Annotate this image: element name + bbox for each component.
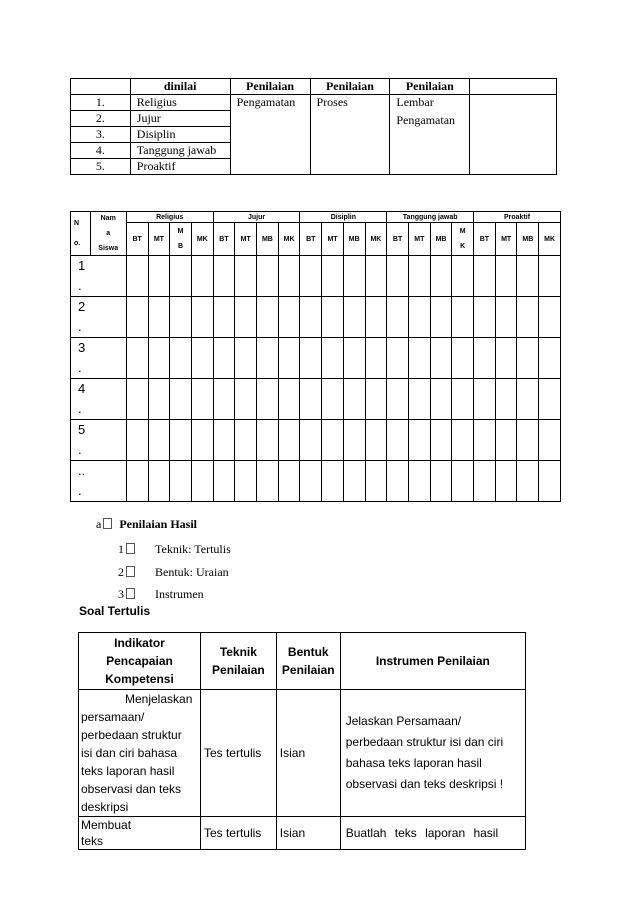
score-cell[interactable]: [539, 420, 561, 461]
section-title: Penilaian Hasil: [119, 517, 198, 531]
score-cell[interactable]: [452, 297, 474, 338]
header-cell: dinilai: [130, 79, 230, 95]
table-row: [79, 690, 526, 817]
header-line: Indikator: [114, 636, 165, 650]
row-number: 1.: [71, 95, 131, 111]
score-cell[interactable]: [148, 297, 170, 338]
teknik-cell: Tes tertulis: [200, 690, 276, 817]
score-cell[interactable]: [322, 256, 344, 297]
score-cell[interactable]: [539, 338, 561, 379]
score-cell[interactable]: [539, 256, 561, 297]
score-cell[interactable]: [300, 379, 322, 420]
score-cell[interactable]: [191, 256, 213, 297]
sub-mb-line: M: [177, 228, 184, 235]
sub-mk: MK: [365, 223, 387, 256]
score-cell[interactable]: [170, 297, 192, 338]
instrumen-cell: [340, 690, 525, 817]
score-cell[interactable]: [452, 379, 474, 420]
instrumen-line: Jelaskan Persamaan/: [345, 714, 462, 728]
score-cell[interactable]: [517, 420, 539, 461]
soal-tertulis-heading: Soal Tertulis: [79, 604, 151, 618]
sikap-label: Religius: [130, 95, 230, 111]
score-cell[interactable]: [148, 461, 170, 502]
sub-bt: BT: [213, 223, 235, 256]
score-cell[interactable]: [387, 420, 409, 461]
row-number-dot: .: [78, 401, 82, 416]
score-cell[interactable]: [191, 420, 213, 461]
sub-mb: MB: [343, 223, 365, 256]
no-header-line: o.: [74, 239, 81, 247]
score-cell[interactable]: [322, 379, 344, 420]
score-cell[interactable]: [213, 420, 235, 461]
table-header-row: [71, 79, 557, 95]
indikator-cell: Membuat teks: [79, 817, 201, 850]
table-row: [71, 297, 561, 338]
instrumen-line: bahasa teks laporan hasil: [345, 756, 482, 770]
nama-header-line: a: [106, 229, 111, 237]
score-cell[interactable]: [213, 338, 235, 379]
score-cell[interactable]: [170, 420, 192, 461]
assessment-technique-table: [70, 78, 557, 175]
score-cell[interactable]: [365, 297, 387, 338]
score-cell[interactable]: [343, 297, 365, 338]
score-cell[interactable]: [539, 379, 561, 420]
score-cell[interactable]: [517, 256, 539, 297]
missing-glyph-icon: [126, 543, 135, 554]
row-number-cell: [71, 379, 127, 420]
score-cell[interactable]: [322, 297, 344, 338]
score-cell[interactable]: [148, 379, 170, 420]
score-cell[interactable]: [213, 256, 235, 297]
score-cell[interactable]: [170, 338, 192, 379]
score-cell[interactable]: [257, 256, 279, 297]
sub-mt: MT: [322, 223, 344, 256]
group-proaktif: Proaktif: [474, 212, 561, 223]
score-cell[interactable]: [278, 256, 300, 297]
indikator-line: persamaan/: [81, 710, 145, 724]
score-cell[interactable]: [343, 461, 365, 502]
score-cell[interactable]: [343, 379, 365, 420]
list-item: [118, 587, 204, 602]
score-cell[interactable]: [191, 461, 213, 502]
nama-header-line: Siswa: [98, 244, 119, 252]
penilaian-hasil-heading: [96, 517, 197, 532]
score-cell[interactable]: [474, 461, 496, 502]
instrumen-lembar: [390, 95, 470, 175]
score-cell[interactable]: [300, 420, 322, 461]
indikator-line: teks laporan hasil: [81, 764, 175, 778]
indikator-line: Menjelaskan: [125, 692, 193, 706]
sub-mt: MT: [235, 223, 257, 256]
score-cell[interactable]: [517, 379, 539, 420]
score-cell[interactable]: [191, 338, 213, 379]
header-cell: Penilaian: [310, 79, 390, 95]
score-cell[interactable]: [300, 256, 322, 297]
score-cell[interactable]: [278, 297, 300, 338]
instrumen-line: observasi dan teks deskripsi !: [345, 777, 504, 791]
score-cell[interactable]: [408, 297, 430, 338]
indikator-cell: [79, 690, 201, 817]
score-cell[interactable]: [430, 338, 452, 379]
lembar-line-2: Pengamatan: [396, 113, 456, 127]
item-number: 2: [118, 565, 124, 579]
score-cell[interactable]: [126, 297, 148, 338]
sub-mb: MB: [430, 223, 452, 256]
score-cell[interactable]: [257, 297, 279, 338]
score-cell[interactable]: [278, 379, 300, 420]
score-cell[interactable]: [191, 379, 213, 420]
sub-mb: MB: [257, 223, 279, 256]
row-number: 3.: [71, 127, 131, 143]
header-line: Kompetensi: [105, 672, 174, 686]
item-number: 3: [118, 587, 124, 601]
score-cell[interactable]: [452, 461, 474, 502]
score-cell[interactable]: [235, 256, 257, 297]
score-cell[interactable]: [430, 461, 452, 502]
sub-mk: MK: [278, 223, 300, 256]
score-cell[interactable]: [170, 461, 192, 502]
nama-header-line: Nam: [100, 214, 116, 222]
score-cell[interactable]: [278, 420, 300, 461]
item-text: Teknik: Tertulis: [155, 542, 231, 556]
group-religius: Religius: [126, 212, 213, 223]
missing-glyph-icon: [103, 518, 112, 529]
indikator-line: isi dan ciri bahasa: [81, 746, 178, 760]
score-cell[interactable]: [170, 256, 192, 297]
row-number-cell: [71, 420, 127, 461]
row-number: 4.: [71, 143, 131, 159]
header-indikator: [79, 633, 201, 690]
group-disiplin: Disiplin: [300, 212, 387, 223]
score-cell[interactable]: [126, 256, 148, 297]
score-cell[interactable]: [235, 338, 257, 379]
score-cell[interactable]: [430, 379, 452, 420]
score-cell[interactable]: [517, 297, 539, 338]
sub-bt: BT: [387, 223, 409, 256]
score-cell[interactable]: [365, 379, 387, 420]
teknik-proses: Proses: [310, 95, 390, 175]
score-cell[interactable]: [408, 338, 430, 379]
score-cell[interactable]: [300, 461, 322, 502]
score-cell[interactable]: [387, 338, 409, 379]
table-row: [71, 95, 557, 111]
item-number: 1: [118, 542, 124, 556]
score-cell[interactable]: [365, 338, 387, 379]
row-number-dot: .: [78, 483, 82, 498]
score-cell[interactable]: [365, 420, 387, 461]
lembar-line-1: Lembar: [396, 95, 434, 109]
row-number: 3: [78, 340, 86, 355]
score-cell[interactable]: [387, 461, 409, 502]
sub-mk: [452, 223, 474, 256]
row-number: 5.: [71, 159, 131, 175]
indikator-line: deskripsi: [81, 800, 129, 814]
header-line: Bentuk: [287, 645, 329, 659]
group-jujur: Jujur: [213, 212, 300, 223]
teknik-cell: Tes tertulis: [200, 817, 276, 850]
missing-glyph-icon: [126, 566, 135, 577]
score-cell[interactable]: [257, 379, 279, 420]
item-text: Instrumen: [155, 587, 204, 601]
bentuk-cell: Isian: [276, 817, 340, 850]
score-cell[interactable]: [278, 461, 300, 502]
score-cell[interactable]: [430, 297, 452, 338]
header-line: Penilaian: [212, 663, 265, 677]
score-cell[interactable]: [452, 338, 474, 379]
sub-mt: MT: [408, 223, 430, 256]
sub-mk: MK: [539, 223, 561, 256]
header-line: Penilaian: [281, 663, 335, 677]
score-cell[interactable]: [213, 379, 235, 420]
instrumen-cell: Buatlah teks laporan hasil: [340, 817, 525, 850]
sub-bt: BT: [126, 223, 148, 256]
score-cell[interactable]: [495, 297, 517, 338]
score-cell[interactable]: [148, 420, 170, 461]
score-cell[interactable]: [387, 256, 409, 297]
score-cell[interactable]: [257, 420, 279, 461]
score-cell[interactable]: [300, 297, 322, 338]
sub-mk-line: M: [459, 228, 466, 235]
score-cell[interactable]: [278, 338, 300, 379]
score-cell[interactable]: [365, 461, 387, 502]
header-line: Teknik: [219, 645, 257, 659]
group-header-row: [71, 212, 561, 223]
header-line: Pencapaian: [106, 654, 173, 668]
row-number-cell: [71, 461, 127, 502]
nama-header: [90, 212, 126, 256]
row-number-dot: .: [78, 319, 82, 334]
sikap-label: Jujur: [130, 111, 230, 127]
table-row: [71, 256, 561, 297]
score-cell[interactable]: [474, 256, 496, 297]
score-cell[interactable]: [495, 379, 517, 420]
score-cell[interactable]: [235, 420, 257, 461]
row-number-dot: .: [78, 360, 82, 375]
score-cell[interactable]: [126, 420, 148, 461]
row-number: 5: [78, 422, 86, 437]
score-cell[interactable]: [387, 297, 409, 338]
score-cell[interactable]: [452, 420, 474, 461]
indikator-line: observasi dan teks: [81, 782, 182, 796]
sub-mb: [170, 223, 192, 256]
sub-header-row: [71, 223, 561, 256]
sub-bt: BT: [474, 223, 496, 256]
score-cell[interactable]: [365, 256, 387, 297]
score-cell[interactable]: [148, 338, 170, 379]
sub-mk: MK: [191, 223, 213, 256]
list-item: [118, 565, 229, 580]
score-cell[interactable]: [257, 338, 279, 379]
table-row: [71, 420, 561, 461]
table-row: [71, 461, 561, 502]
score-cell[interactable]: [235, 379, 257, 420]
score-cell[interactable]: [126, 379, 148, 420]
row-number-cell: [71, 297, 127, 338]
score-cell[interactable]: [322, 338, 344, 379]
header-teknik: [200, 633, 276, 690]
sub-mt: MT: [148, 223, 170, 256]
soal-tertulis-table: [78, 632, 526, 850]
score-cell[interactable]: [474, 379, 496, 420]
row-number: 2.: [71, 111, 131, 127]
score-cell[interactable]: [170, 379, 192, 420]
score-cell[interactable]: [408, 420, 430, 461]
row-number: 4: [78, 381, 86, 396]
score-cell[interactable]: [126, 338, 148, 379]
sub-mb: MB: [517, 223, 539, 256]
table-header-row: [79, 633, 526, 690]
sub-mb-line: B: [178, 243, 184, 250]
score-cell[interactable]: [517, 461, 539, 502]
score-cell[interactable]: [452, 256, 474, 297]
score-cell[interactable]: [474, 338, 496, 379]
sikap-label: Disiplin: [130, 127, 230, 143]
table-row: [79, 817, 526, 850]
row-number-dot: .: [78, 442, 82, 457]
instrumen-line: perbedaan struktur isi dan ciri: [345, 735, 504, 749]
indikator-text: perbedaan struktur: [81, 728, 182, 742]
score-cell[interactable]: [495, 338, 517, 379]
attitude-observation-table: [70, 211, 561, 502]
no-header: [71, 212, 91, 256]
score-cell[interactable]: [322, 461, 344, 502]
score-cell[interactable]: [474, 420, 496, 461]
score-cell[interactable]: [213, 461, 235, 502]
header-instrumen: Instrumen Penilaian: [340, 633, 525, 690]
table-row: [71, 338, 561, 379]
score-cell[interactable]: [408, 461, 430, 502]
sub-bt: BT: [300, 223, 322, 256]
list-item: [118, 542, 231, 557]
score-cell[interactable]: [539, 461, 561, 502]
score-cell[interactable]: [495, 461, 517, 502]
score-cell[interactable]: [343, 256, 365, 297]
score-cell[interactable]: [126, 461, 148, 502]
score-cell[interactable]: [300, 338, 322, 379]
score-cell[interactable]: [322, 420, 344, 461]
score-cell[interactable]: [235, 461, 257, 502]
empty-cell: [470, 95, 557, 175]
score-cell[interactable]: [517, 338, 539, 379]
score-cell[interactable]: [430, 420, 452, 461]
header-bentuk: [276, 633, 340, 690]
score-cell[interactable]: [235, 297, 257, 338]
score-cell[interactable]: [343, 338, 365, 379]
table-row: [71, 379, 561, 420]
score-cell[interactable]: [430, 256, 452, 297]
score-cell[interactable]: [474, 297, 496, 338]
row-number-cell: [71, 256, 127, 297]
score-cell[interactable]: [495, 256, 517, 297]
indikator-line: [81, 726, 198, 744]
teknik-pengamatan: Pengamatan: [230, 95, 310, 175]
score-cell[interactable]: [343, 420, 365, 461]
row-number-cell: [71, 338, 127, 379]
group-tanggung-jawab: Tanggung jawab: [387, 212, 474, 223]
row-number-dot: .: [78, 278, 82, 293]
list-marker: a: [96, 517, 102, 531]
score-cell[interactable]: [148, 256, 170, 297]
score-cell[interactable]: [387, 379, 409, 420]
header-cell: Penilaian: [230, 79, 310, 95]
no-header-line: N: [74, 219, 80, 227]
score-cell[interactable]: [257, 461, 279, 502]
score-cell[interactable]: [191, 297, 213, 338]
sub-mt: MT: [495, 223, 517, 256]
missing-glyph-icon: [126, 588, 135, 599]
score-cell[interactable]: [408, 256, 430, 297]
sub-mk-line: K: [460, 243, 466, 250]
score-cell[interactable]: [408, 379, 430, 420]
score-cell[interactable]: [213, 297, 235, 338]
row-number: 2: [78, 299, 86, 314]
header-cell: [71, 79, 131, 95]
header-cell: Penilaian: [390, 79, 470, 95]
score-cell[interactable]: [495, 420, 517, 461]
sikap-label: Tanggung jawab: [130, 143, 230, 159]
score-cell[interactable]: [539, 297, 561, 338]
item-text: Bentuk: Uraian: [155, 565, 229, 579]
header-cell: [470, 79, 557, 95]
sikap-label: Proaktif: [130, 159, 230, 175]
row-number: 1: [78, 258, 86, 273]
bentuk-cell: Isian: [276, 690, 340, 817]
row-number: ..: [78, 463, 86, 478]
